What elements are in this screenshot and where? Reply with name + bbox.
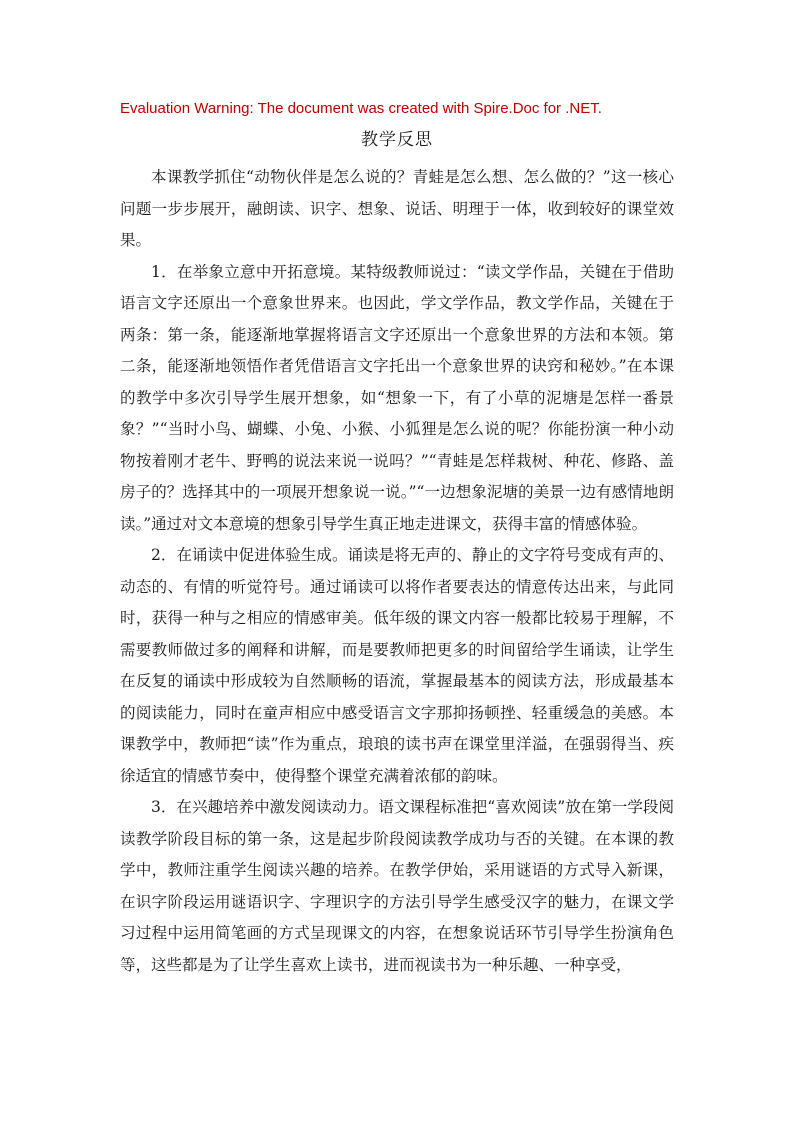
paragraph-point-3: 3．在兴趣培养中激发阅读动力。语文课程标准把“喜欢阅读”放在第一学段阅读教学阶段目标的第一条，这是起步阶段阅读教学成功与否的关键。在本课的教学中，教师注重学生阅读兴趣的培养。在教学伊始，采用谜语的方式导入新课，在识字阶段运用谜语识字、字理识字的方法引导学生感受汉字的魅力，在课文学习过程中运用简笔画的方式呈现课文的内容，在想象说话环节引导学生扮演角色等，这些都是为了让学生喜欢上读书，进而视读书为一种乐趣、一种享受， — [120, 798, 674, 974]
paragraph-point-2: 2．在诵读中促进体验生成。诵读是将无声的、静止的文字符号变成有声的、动态的、有情的听觉符号。通过诵读可以将作者要表达的情意传达出来，与此同时，获得一种与之相应的情感审美。低年级的课文内容一般都比较易于理解，不需要教师做过多的阐释和讲解，而是要教师把更多的时间留给学生诵读，让学生在反复的诵读中形成较为自然顺畅的语流，掌握最基本的阅读方法，形成最基本的阅读能力，同时在童声相应中感受语言文字那抑扬顿挫、轻重缓急的美感。本课教学中，教师把“读”作为重点，琅琅的读书声在课堂里洋溢，在强弱得当、疾徐适宜的情感节奏中，使得整个课堂充满着浓郁的韵味。 — [120, 546, 674, 785]
paragraph-intro: 本课教学抓住“动物伙伴是怎么说的？青蛙是怎么想、怎么做的？”这一核心问题一步步展开，融朗读、识字、想象、说话、明理于一体，收到较好的课堂效果。 — [120, 168, 674, 249]
document-body — [120, 162, 674, 981]
paragraph-point-1: 1．在举象立意中开拓意境。某特级教师说过：“读文学作品，关键在于借助语言文字还原出一个意象世界来。也因此，学文学作品，教文学作品，关键在于两条：第一条，能逐渐地掌握将语言文字还原出一个意象世界的方法和本领。第二条，能逐渐地领悟作者凭借语言文字托出一个意象世界的诀窍和秘妙。”在本课的教学中多次引导学生展开想象，如“想象一下，有了小草的泥塘是怎样一番景象？”“当时小鸟、蝴蝶、小兔、小猴、小狐狸是怎么说的呢？你能扮演一种小动物按着刚才老牛、野鸭的说法来说一说吗？”“青蛙是怎样栽树、种花、修路、盖房子的？选择其中的一项展开想象说一说。”“一边想象泥塘的美景一边有感情地朗读。”通过对文本意境的想象引导学生真正地走进课文，获得丰富的情感体验。 — [120, 262, 674, 533]
evaluation-warning: Evaluation Warning: The document was created with Spire.Doc for .NET. — [120, 100, 602, 117]
page-title: 教学反思 — [361, 130, 433, 150]
